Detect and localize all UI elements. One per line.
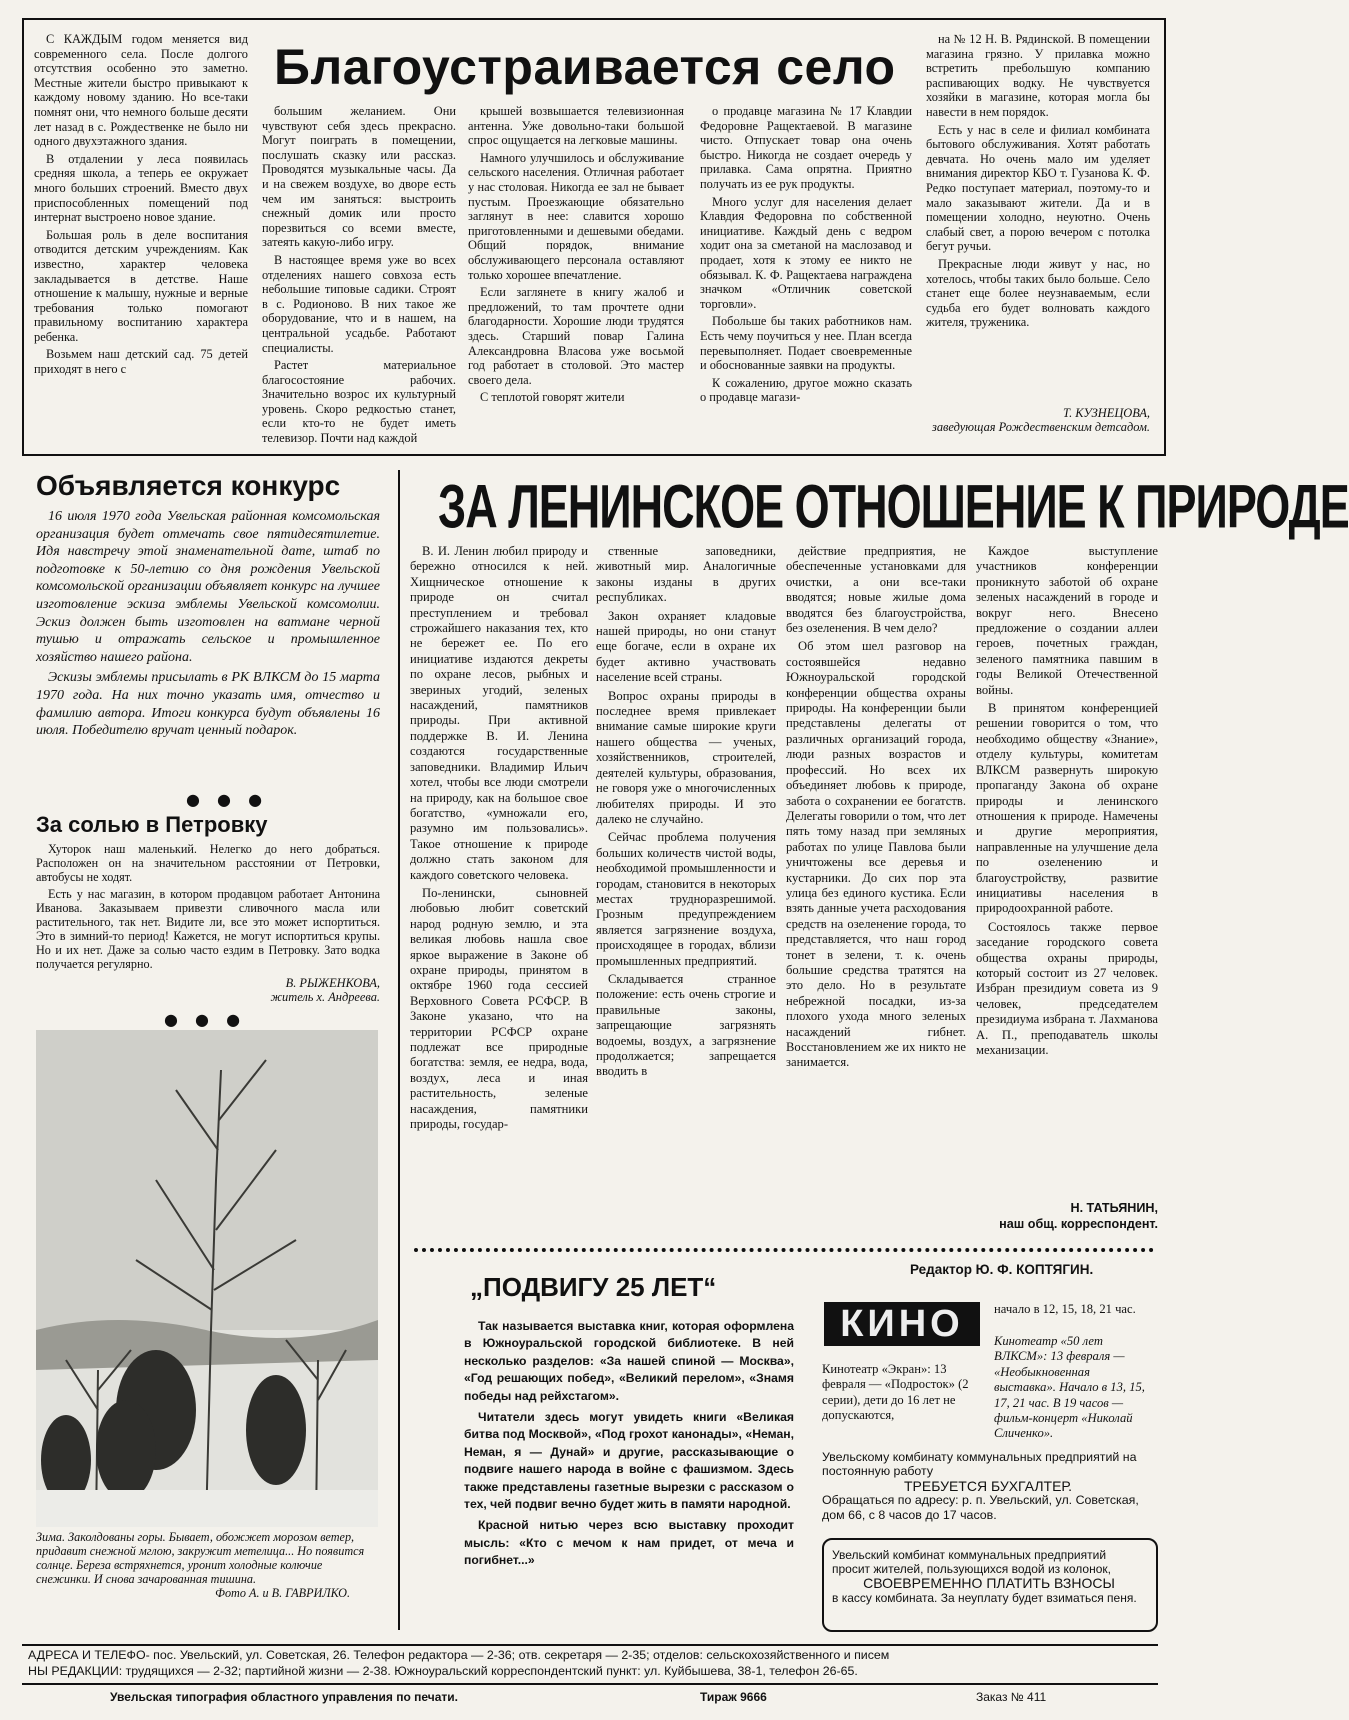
paragraph: Если заглянете в книгу жалоб и предложений, то там прочтете одни благодарности. Хорошие люди трудятся здесь. Старший повар Галина Александровна Власова уже восьмой год работает в столовой. Это мастер своего дела. bbox=[468, 285, 684, 387]
printer-line: Увельская типография областного управления по печати. bbox=[110, 1690, 459, 1704]
paragraph: Растет материальное благосостояние рабочих. Значительно возрос их культурный уровень. Скоро редкостью станет, если кто-то не будет иметь телевизор. Почти над каждой bbox=[262, 358, 456, 446]
paragraph: действие предприятия, не обеспеченные установками для очистки, а они все-таки вводятся; новые жилые дома вводятся без благоустройства, без озеленения. В чем дело? bbox=[786, 544, 966, 636]
paragraph: 16 июля 1970 года Увельская районная комсомольская организация будет отмечать свое пятидесятилетие. Идя навстречу этой знаменательной дате, штаб по подготовке к 50-летию со дня рождения Увельской комсомольской организации объявляет конкурс на лучшее изготовление эскиза эмблемы Увельской комсомолии. Эскиз должен быть изготовлен на ватмане черной тушью и отражать сельское и промышленное хозяйство нашего района. bbox=[36, 509, 380, 665]
author-role: заведующая Рождественским детсадом. bbox=[932, 420, 1150, 434]
konkurs-body bbox=[36, 508, 380, 788]
author-name: В. РЫЖЕНКОВА, bbox=[285, 976, 380, 990]
priroda-col3 bbox=[786, 544, 966, 1240]
zakaz: Заказ № 411 bbox=[976, 1690, 1047, 1704]
top-article-signature bbox=[900, 406, 1150, 434]
paragraph: Так называется выставка книг, которая оформлена в Южноуральской городской библиотеке. В ней несколько разделов: «За нашей спиной — Москва», «Год решающих побед», «Великий перелом», «Знамя победы над рейхстагом». bbox=[464, 1319, 794, 1403]
top-article-col3 bbox=[468, 104, 684, 450]
priroda-col2 bbox=[596, 544, 776, 1240]
paragraph: Красной нитью через всю выставку проходит мысль: «Кто с мечом к нам придет, от меча и погибнет...» bbox=[464, 1518, 794, 1568]
paragraph: Есть у нас в селе и филиал комбината бытового обслуживания. Хотят работать девчата. Но очень мало им уделяет внимания директор КБО т. Гузанова К. Ф. Редко поступает материал, поэтому-то и мало заказывают жители. Да и в помещении холодно, неуютно. Очень слабый свет, а порою вечером с потолка бегут ручьи. bbox=[926, 122, 1150, 254]
photo-credit: Фото А. и В. ГАВРИЛКО. bbox=[215, 1586, 350, 1600]
konkurs-title: Объявляется конкурс bbox=[36, 470, 341, 501]
top-article-col2 bbox=[262, 104, 456, 450]
paragraph: Вопрос охраны природы в последнее время привлекает внимание самые широкие круги нашего общества — ученых, хозяйственников, строителей, деятелей культуры, образования, не говоря уже о многочисленных любителях природы. И это далеко не случайно. bbox=[596, 688, 776, 826]
paragraph: Эскизы эмблемы присылать в РК ВЛКСМ до 15 марта 1970 года. На них точно указать имя, отчество и фамилию автора. Итоги конкурса будут объявлены 16 июля. Победителю вручат ценный подарок. bbox=[36, 670, 380, 739]
paragraph: крышей возвышается телевизионная антенна. Уже довольно-таки большой спрос ощущается на легковые машины. bbox=[468, 104, 684, 148]
paragraph: Много услуг для населения делает Клавдия Федоровна по собственной инициативе. Каждый день с ведром ходит она за сметаной на маслозавод и продает, хотя к этому ее никто не обязывал. К. Ф. Ращектаева награждена значком «Отличник советской торговли». bbox=[700, 194, 912, 311]
author-role: наш общ. корреспондент. bbox=[999, 1217, 1158, 1231]
ad-heading: ТРЕБУЕТСЯ БУХГАЛТЕР. bbox=[903, 1477, 1073, 1494]
paragraph: Закон охраняет кладовые нашей природы, но они станут еще богаче, если в охране их будет активно участвовать население всей страны. bbox=[596, 608, 776, 685]
paragraph: В принятом конференцией решении говорится о том, что необходимо обществу «Знание», отделу культуры, комитетам ВЛКСМ развернуть широкую пропаганду Закона об охране природы и ленинского отношения к природе. Намечены и другие мероприятия, направленные на улучшение дела по озеленению и благоустройству, развитие инициативы населения в природоохранной работе. bbox=[976, 701, 1158, 916]
ad-body: в кассу комбината. За неуплату будет взиматься пеня. bbox=[832, 1590, 1137, 1605]
paragraph: Складывается странное положение: есть очень строгие и правильные законы, запрещающие загрязнять водоемы, воздух, а загрязнение продолжается; запрещается вводить в bbox=[596, 971, 776, 1079]
paragraph: ственные заповедники, животный мир. Аналогичные законы изданы в других республиках. bbox=[596, 544, 776, 605]
petrovka-title: За солью в Петровку bbox=[36, 812, 268, 837]
paragraph: В отдалении у леса появилась средняя школа, а теперь ее окружает много больших строений. Вместо двух приспособленных помещений под интернат выстроено новое здание. bbox=[34, 151, 248, 225]
paragraph: Большая роль в деле воспитания отводится детским учреждениям. Как известно, характер человека закладывается в детстве. Наше отношение к малышу, нужные и верные требования только помогают правильному воспитанию характера ребенка. bbox=[34, 227, 248, 344]
podvig-body bbox=[464, 1318, 794, 1574]
paragraph: Каждое выступление участников конференции проникнуто заботой об охране зеленых насаждений в городе и вокруг него. Внесено предложение о создании аллеи героев, почетных граждан, зеленого памятника павшим в годы Великой Отечественной войны. bbox=[976, 544, 1158, 697]
paragraph: К сожалению, другое можно сказать о продавце магази- bbox=[700, 375, 912, 405]
column-divider bbox=[398, 470, 400, 1630]
ad-accountant bbox=[822, 1450, 1154, 1522]
paragraph: Об этом шел разговор на состоявшейся недавно Южноуральской городской конференции общества охраны природы. На конференции были представлены делегаты от различных организаций города, люди разных возрастов и профессий. Но всех их объединяет любовь к природе, забота о сохранении ее богатств. Делегаты говорили о том, что лет пять тому назад при земляных работах по улице Павлова были уничтожены все деревья и кустарники. До сих пор эта улица без единого кустика. Если взять данные учета расходования средств на озеленение города, то представляется, что наш город тонет в зелени, т. к. очень большие средства тратятся на это дело. Но в результате небрежной посадки, из-за плохого ухода много зеленых насаждений гибнет. Восстановлением же их никто не занимается. bbox=[786, 639, 966, 1070]
dotted-rule bbox=[414, 1248, 1154, 1260]
paragraph: С КАЖДЫМ годом меняется вид современного села. После долгого отсутствия особенно это заметно. Местные жители быстро привыкают к каждому новому зданию. Но все-таки помнят они, что немного больше десяти лет назад в с. Рождественке не было ни одного двухэтажного здания. bbox=[34, 32, 248, 149]
top-article-col4 bbox=[700, 104, 912, 450]
top-article-col5 bbox=[926, 32, 1150, 392]
ad-heading: СВОЕВРЕМЕННО ПЛАТИТЬ ВЗНОСЫ bbox=[863, 1575, 1115, 1592]
paragraph: Состоялось также первое заседание городского совета общества охраны природы, который состоит из 27 человек. Избран президиум совета из 9 человек, председателем президиума избрана т. Лахманова А. П., преподаватель школы механизации. bbox=[976, 919, 1158, 1057]
paragraph: большим желанием. Они чувствуют себя здесь прекрасно. Могут поиграть в помещении, послушать сказку или рассказ. Проводятся музыкальные часы. Да и на свежем воздухе, во дворе есть чем им заняться: выстроить снежный домик или просто порезвиться со всеми вместе, затеять какую-либо игру. bbox=[262, 104, 456, 250]
priroda-headline: ЗА ЛЕНИНСКОЕ ОТНОШЕНИЕ К ПРИРОДЕ bbox=[438, 472, 1349, 541]
kino-right1: начало в 12, 15, 18, 21 час. bbox=[994, 1302, 1136, 1316]
kino-left: Кинотеатр «Экран»: 13 февраля — «Подросток» (2 серии), дети до 16 лет не допускаются, bbox=[822, 1362, 969, 1423]
ad-payment bbox=[832, 1548, 1146, 1605]
paragraph: С теплотой говорят жители bbox=[480, 390, 625, 405]
paragraph: Читатели здесь могут увидеть книги «Великая битва под Москвой», «Под грохот канонады», «Неман, Неман, я — Дунай» и другие, рассказывающие о подвиге нашего народа в войне с фашизмом. Здесь также представлены газетные вырезки с рассказом о тех, чей подвиг вечно будет жить в памяти народной. bbox=[464, 1410, 794, 1512]
paragraph: В настоящее время уже во всех отделениях нашего совхоза есть небольшие типовые садики. Строят в с. Родионово. В них такое же оборудование, что и в нашем, на центральной усадьбе. Работают специалисты. bbox=[262, 252, 456, 355]
paragraph: В. И. Ленин любил природу и бережно относился к ней. Хищническое отношение к природе он считал преступлением и требовал строжайшего наказания тех, кто не бережет ее. По его инициативе издаются декреты по охране лесов, рыбных и звериных угодий, зеленых насаждений, памятников природы. При активной поддержке В. И. Ленина создаются государственные заповедники. Владимир Ильич хотел, чтобы все люди смотрели на природу, как на большое свое богатство, «умножали его, разумно им пользовались». Такое отношение к природе должно стать законом для каждого советского человека. bbox=[410, 544, 588, 882]
author-name: Т. КУЗНЕЦОВА, bbox=[1062, 406, 1150, 420]
author-role: житель х. Андреева. bbox=[270, 990, 380, 1004]
editor-line: Редактор Ю. Ф. КОПТЯГИН. bbox=[910, 1262, 1094, 1277]
top-article-headline: Благоустраивается село bbox=[274, 39, 896, 95]
paragraph: о продавце магазина № 17 Клавдии Федоровне Ращектаевой. В магазине чисто. Отпускает товар она очень быстро. Никогда не создает очередь у прилавка. Сама опрятна. Приятно получать из ее рук продукты. bbox=[700, 104, 912, 191]
kino-logo: КИНО bbox=[824, 1302, 980, 1346]
photo-caption bbox=[36, 1530, 380, 1600]
footer-rule bbox=[22, 1644, 1158, 1646]
top-article-col1 bbox=[34, 32, 248, 450]
footer-address-line2: НЫ РЕДАКЦИИ: трудящихся — 2-32; партийной жизни — 2-38. Южноуральский корреспондентский пункт: ул. Куйбышева, 38-1, телефон 26-65. bbox=[28, 1664, 858, 1678]
separator-dots: ● ● ● bbox=[186, 790, 269, 809]
priroda-col4 bbox=[976, 544, 1158, 1200]
separator-dots: ● ● ● bbox=[164, 1010, 247, 1029]
ad-intro: Увельскому комбинату коммунальных предприятий на постоянную работу bbox=[822, 1450, 1137, 1479]
petrovka-signature bbox=[36, 976, 380, 1004]
paragraph: Есть у нас магазин, в котором продавцом работает Антонина Иванова. Заказываем привезти сливочного масла или растительного, так нет. Видите ли, все это может испортиться. Это в зимний-то период! Кажется, не могут испортиться крупы. Но и их нет. Даже за солью часто ездим в Петровку. Зато водка получается регулярно. bbox=[36, 887, 380, 971]
footer-rule bbox=[22, 1683, 1158, 1685]
priroda-signature bbox=[976, 1200, 1158, 1232]
paragraph: Побольше бы таких работников нам. Есть чему поучиться у нее. План всегда перевыполняет. Подает своевременные и обоснованные заявки на продукты. bbox=[700, 314, 912, 373]
podvig-title: „ПОДВИГУ 25 ЛЕТ“ bbox=[470, 1272, 717, 1302]
priroda-col1 bbox=[410, 544, 588, 1240]
kino-right2: Кинотеатр «50 лет ВЛКСМ»: 13 февраля — «Необыкновенная выставка». Начало в 13, 15, 17, 21 час. В 19 часов — фильм-концерт «Николай Сличенко». bbox=[994, 1334, 1145, 1441]
tirazh: Тираж 9666 bbox=[700, 1690, 767, 1704]
paragraph: Сейчас проблема получения больших количеств чистой воды, необходимой промышленности и городам, становится в некоторых местах трудноразрешимой. Грозным предупреждением является загрязнение воздуха, происходящее в городах, вблизи промышленных предприятий. bbox=[596, 830, 776, 968]
author-name: Н. ТАТЬЯНИН, bbox=[1070, 1201, 1158, 1215]
caption-text: Зима. Заколдованы горы. Бывает, обожжет морозом ветер, придавит снежной мглою, закружит метелица... Но появится солнце. Береза встряхнется, уронит холодные колючие снежинки. И снова зачарованная тишина. bbox=[36, 1530, 365, 1586]
winter-trees-image bbox=[36, 1030, 378, 1527]
paragraph: Намного улучшилось и обслуживание сельского населения. Отличная работает у нас столовая. Никогда ее зал не бывает пустым. Проезжающие обязательно заглянут в нее: славится хорошо приготовленными и дешевыми обедами. Общий порядок, внимание обслуживающего персонала оставляют только хорошее впечатление. bbox=[468, 150, 684, 282]
paragraph: Прекрасные люди живут у нас, но хотелось, чтобы таких было больше. Село станет еще более неузнаваемым, если судьба его будет волновать каждого жителя, труженика. bbox=[926, 256, 1150, 330]
petrovka-body bbox=[36, 842, 380, 978]
winter-photo bbox=[36, 1030, 378, 1527]
ad-intro: Увельский комбинат коммунальных предприятий просит жителей, пользующихся водой из колонок, bbox=[832, 1548, 1111, 1577]
paragraph: на № 12 Н. В. Рядинской. В помещении магазина грязно. У прилавка можно встретить пребольшую компанию распивающих водку. Не чувствуется хозяйки в магазине, которая могла бы навести в нем порядок. bbox=[926, 32, 1150, 119]
ad-body: Обращаться по адресу: р. п. Увельский, ул. Советская, дом 66, с 8 часов до 17 часов. bbox=[822, 1493, 1139, 1522]
footer-address-line1: АДРЕСА И ТЕЛЕФО- пос. Увельский, ул. Советская, 26. Телефон редактора — 2-36; отв. секретаря — 2-35; отделов: сельскохозяйственного и писем bbox=[28, 1648, 890, 1662]
paragraph: Хуторок наш маленький. Нелегко до него добраться. Расположен он на значительном расстоянии от Петровки, автобусы не ходят. bbox=[36, 842, 380, 884]
paragraph: По-ленински, сыновней любовью любит советский народ родную землю, и эта великая любовь нашла свое яркое выражение в Законе об охране природы, принятом в октябре 1960 года сессией Верховного Совета РСФСР. В Законе указано, что на территории РСФСР охране подлежат все природные богатства: земля, ее недра, вода, воздух, леса и иная растительность, зеленые насаждения, памятники природы, государ- bbox=[410, 885, 588, 1132]
paragraph: Возьмем наш детский сад. 75 детей приходят в него с bbox=[34, 347, 248, 377]
